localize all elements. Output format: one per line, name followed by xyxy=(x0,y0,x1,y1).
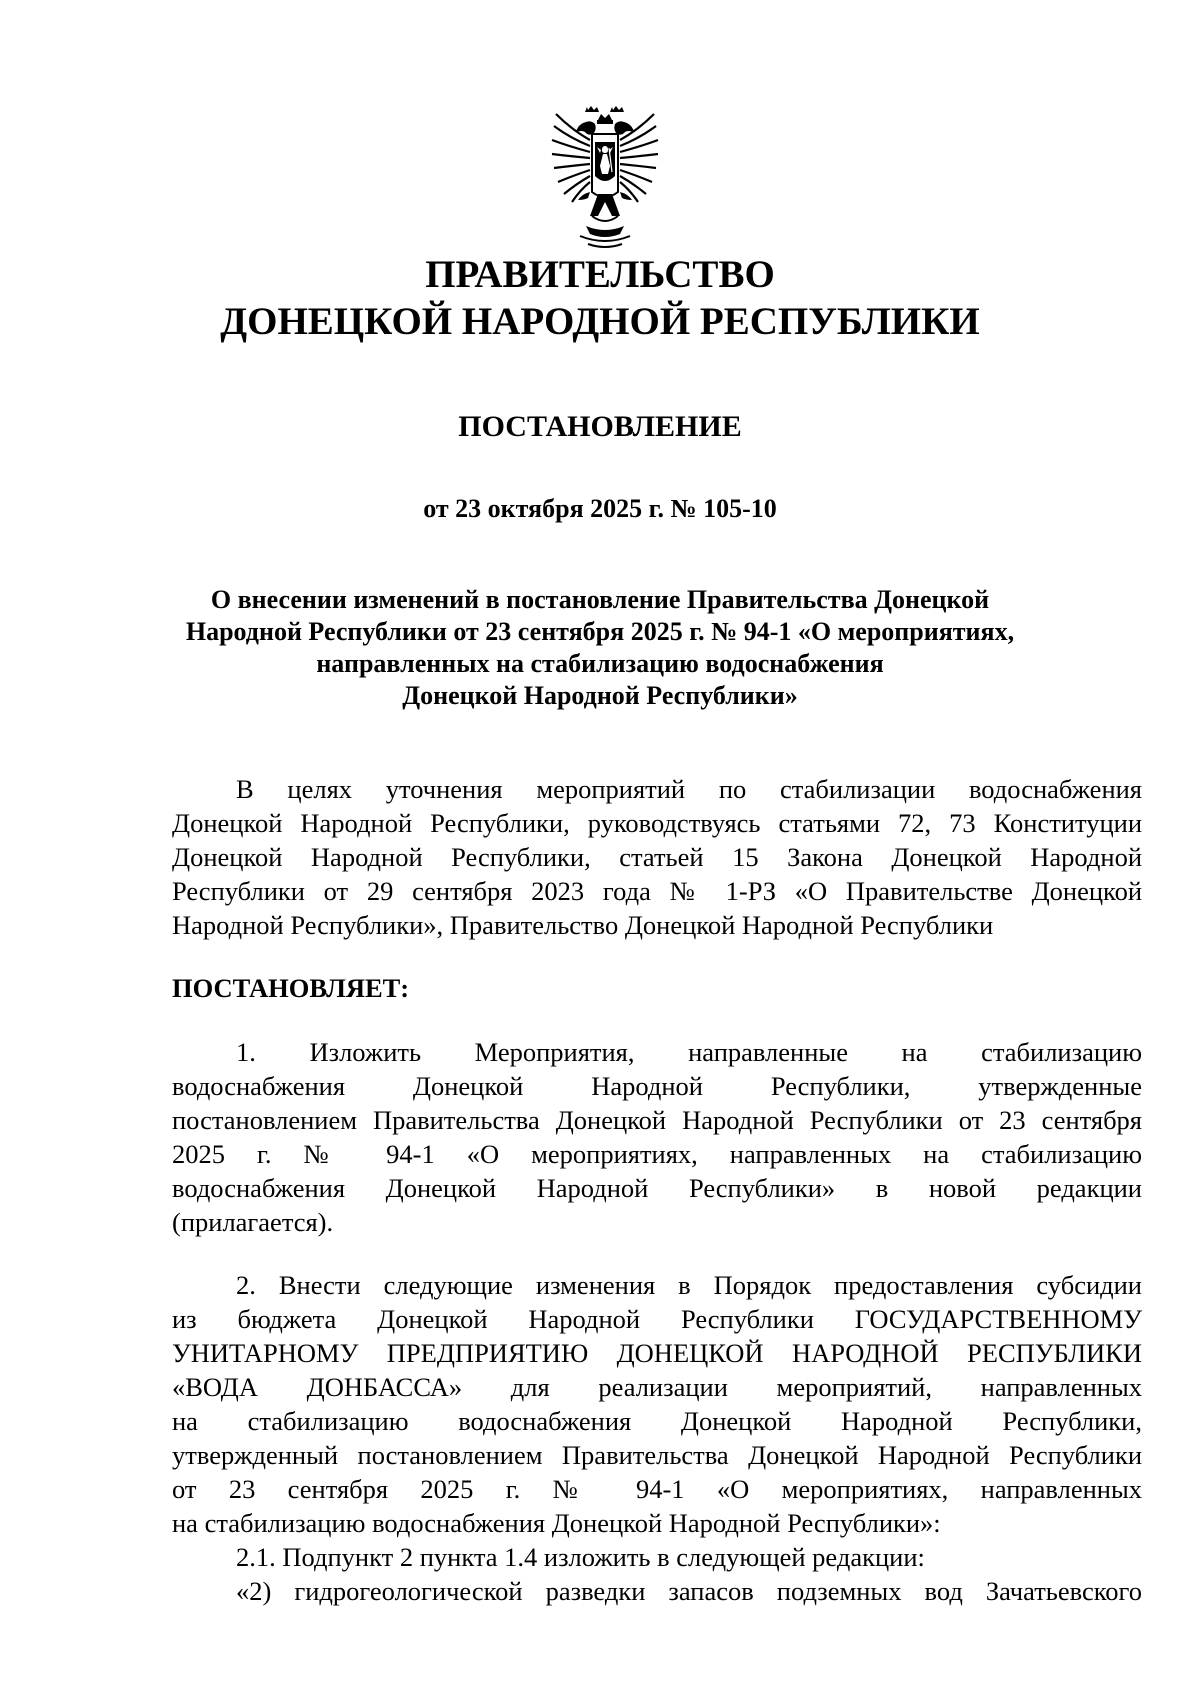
item-1-line: водоснабжения Донецкой Народной Республики» в новой редакции xyxy=(172,1173,1142,1203)
decree-title: ПОСТАНОВЛЕНИЕ xyxy=(458,410,742,443)
preamble-line: Республики от 29 сентября 2023 года № 1-РЗ «О Правительстве Донецкой xyxy=(172,876,1142,906)
item-2-line: УНИТАРНОМУ ПРЕДПРИЯТИЮ ДОНЕЦКОЙ НАРОДНОЙ РЕСПУБЛИКИ xyxy=(172,1338,1142,1368)
item-2-line: 2. Внести следующие изменения в Порядок предоставления субсидии xyxy=(236,1270,1142,1300)
item-2-line: из бюджета Донецкой Народной Республики ГОСУДАРСТВЕННОМУ xyxy=(172,1304,1142,1334)
item-2-line: на стабилизацию водоснабжения Донецкой Народной Республики»: xyxy=(172,1508,941,1538)
decree-date: от 23 октября 2025 г. № 105-10 xyxy=(423,494,777,523)
preamble-line: Донецкой Народной Республики, статьей 15 Закона Донецкой Народной xyxy=(172,842,1142,872)
item-2-line: утвержденный постановлением Правительства Донецкой Народной Республики xyxy=(172,1440,1142,1470)
item-2-line: «ВОДА ДОНБАССА» для реализации мероприятий, направленных xyxy=(172,1372,1142,1402)
subject-line: направленных на стабилизацию водоснабжения xyxy=(316,649,884,678)
government-name-line-2: ДОНЕЦКОЙ НАРОДНОЙ РЕСПУБЛИКИ xyxy=(220,300,980,343)
preamble-line: В целях уточнения мероприятий по стабилизации водоснабжения xyxy=(236,774,1142,804)
subject-line: О внесении изменений в постановление Правительства Донецкой xyxy=(210,585,990,614)
item-1-line: 2025 г. № 94-1 «О мероприятиях, направленных на стабилизацию xyxy=(172,1139,1142,1169)
item-1-line: (прилагается). xyxy=(172,1207,334,1237)
item-2-line: от 23 сентября 2025 г. № 94-1 «О мероприятиях, направленных xyxy=(172,1474,1142,1504)
resolves-heading: ПОСТАНОВЛЯЕТ: xyxy=(172,973,410,1003)
item-1-line: 1. Изложить Мероприятия, направленные на стабилизацию xyxy=(236,1037,1142,1067)
double-headed-eagle-coat-of-arms-icon xyxy=(550,106,660,254)
item-1-line: водоснабжения Донецкой Народной Республики, утвержденные xyxy=(172,1071,1142,1101)
preamble-line: Народной Республики», Правительство Донецкой Народной Республики xyxy=(172,910,994,940)
subject-line: Донецкой Народной Республики» xyxy=(402,681,798,710)
item-2-1-quote-line: «2) гидрогеологической разведки запасов подземных вод Зачатьевского xyxy=(236,1576,1142,1606)
subject-line: Народной Республики от 23 сентября 2025 г. № 94-1 «О мероприятиях, xyxy=(185,617,1015,646)
preamble-line: Донецкой Народной Республики, руководствуясь статьями 72, 73 Конституции xyxy=(172,808,1142,838)
item-2-1-line: 2.1. Подпункт 2 пункта 1.4 изложить в следующей редакции: xyxy=(236,1542,925,1572)
item-1-line: постановлением Правительства Донецкой Народной Республики от 23 сентября xyxy=(172,1105,1142,1135)
government-name-line-1: ПРАВИТЕЛЬСТВО xyxy=(425,253,775,296)
item-2-line: на стабилизацию водоснабжения Донецкой Народной Республики, xyxy=(172,1406,1142,1436)
